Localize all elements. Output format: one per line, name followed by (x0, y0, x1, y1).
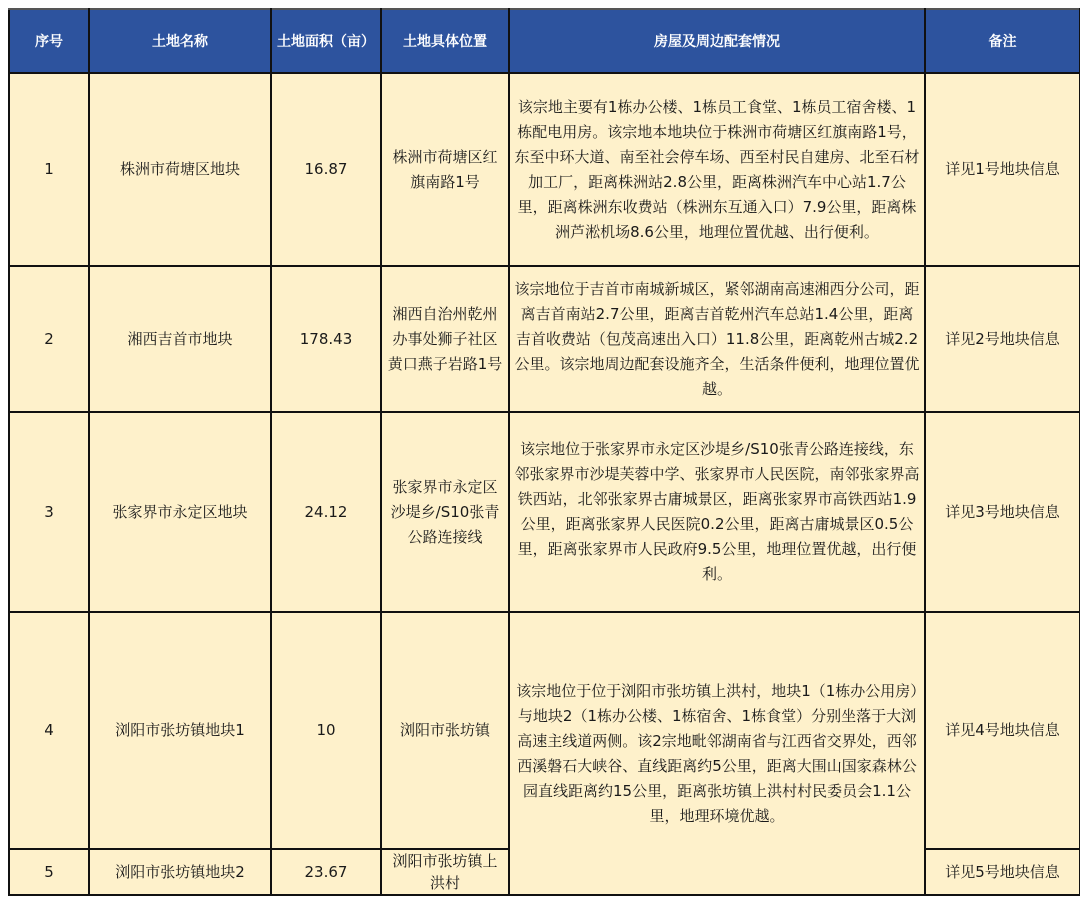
table-row (9, 73, 1080, 266)
cell-surroundings: 该宗地位于吉首市南城新城区，紧邻湖南高速湘西分公司，距离吉首南站2.7公里，距离吉首乾州汽车总站1.4公里，距离吉首收费站（包茂高速出入口）11.8公里，距离乾州古城2.2公里。该宗地周边配套设施齐全，生活条件便利，地理位置优越。 (509, 266, 925, 412)
cell-area: 24.12 (271, 412, 381, 612)
cell-location: 浏阳市张坊镇 (381, 612, 509, 849)
cell-area: 23.67 (271, 849, 381, 895)
cell-name: 浏阳市张坊镇地块2 (89, 849, 271, 895)
cell-location: 张家界市永定区沙堤乡/S10张青公路连接线 (381, 412, 509, 612)
table-row (9, 266, 1080, 412)
header-surroundings: 房屋及周边配套情况 (509, 9, 925, 73)
table-row (9, 412, 1080, 612)
header-location: 土地具体位置 (381, 9, 509, 73)
cell-location: 湘西自治州乾州办事处狮子社区黄口燕子岩路1号 (381, 266, 509, 412)
cell-name: 张家界市永定区地块 (89, 412, 271, 612)
header-name: 土地名称 (89, 9, 271, 73)
cell-remarks: 详见3号地块信息 (925, 412, 1080, 612)
cell-remarks: 详见1号地块信息 (925, 73, 1080, 266)
cell-name: 株洲市荷塘区地块 (89, 73, 271, 266)
table-header-row (9, 9, 1080, 73)
header-index: 序号 (9, 9, 89, 73)
cell-surroundings: 该宗地主要有1栋办公楼、1栋员工食堂、1栋员工宿舍楼、1栋配电用房。该宗地本地块位于株洲市荷塘区红旗南路1号，东至中环大道、南至社会停车场、西至村民自建房、北至石材加工厂，距离株洲站2.8公里，距离株洲汽车中心站1.7公里，距离株洲东收费站（株洲东互通入口）7.9公里，距离株洲芦淞机场8.6公里，地理位置优越、出行便利。 (509, 73, 925, 266)
cell-remarks: 详见4号地块信息 (925, 612, 1080, 849)
cell-name: 浏阳市张坊镇地块1 (89, 612, 271, 849)
table-row (9, 612, 1080, 849)
cell-index: 3 (9, 412, 89, 612)
cell-surroundings-merged: 该宗地位于位于浏阳市张坊镇上洪村，地块1（1栋办公用房）与地块2（1栋办公楼、1栋宿舍、1栋食堂）分别坐落于大浏高速主线道两侧。该2宗地毗邻湖南省与江西省交界处，西邻西溪磐石大峡谷、直线距离约5公里，距离大围山国家森林公园直线距离约15公里，距离张坊镇上洪村村民委员会1.1公里，地理环境优越。 (509, 612, 925, 895)
cell-area: 10 (271, 612, 381, 849)
cell-area: 178.43 (271, 266, 381, 412)
cell-index: 2 (9, 266, 89, 412)
cell-location: 浏阳市张坊镇上洪村 (381, 849, 509, 895)
cell-index: 1 (9, 73, 89, 266)
cell-surroundings: 该宗地位于张家界市永定区沙堤乡/S10张青公路连接线，东邻张家界市沙堤芙蓉中学、张家界市人民医院，南邻张家界高铁西站，北邻张家界古庸城景区，距离张家界市高铁西站1.9公里，距离张家界人民医院0.2公里，距离古庸城景区0.5公里，距离张家界市人民政府9.5公里，地理位置优越，出行便利。 (509, 412, 925, 612)
cell-index: 4 (9, 612, 89, 849)
cell-index: 5 (9, 849, 89, 895)
cell-name: 湘西吉首市地块 (89, 266, 271, 412)
land-info-table (8, 8, 1080, 896)
cell-area: 16.87 (271, 73, 381, 266)
header-remarks: 备注 (925, 9, 1080, 73)
cell-location: 株洲市荷塘区红旗南路1号 (381, 73, 509, 266)
cell-remarks: 详见2号地块信息 (925, 266, 1080, 412)
cell-remarks: 详见5号地块信息 (925, 849, 1080, 895)
header-area: 土地面积（亩） (271, 9, 381, 73)
